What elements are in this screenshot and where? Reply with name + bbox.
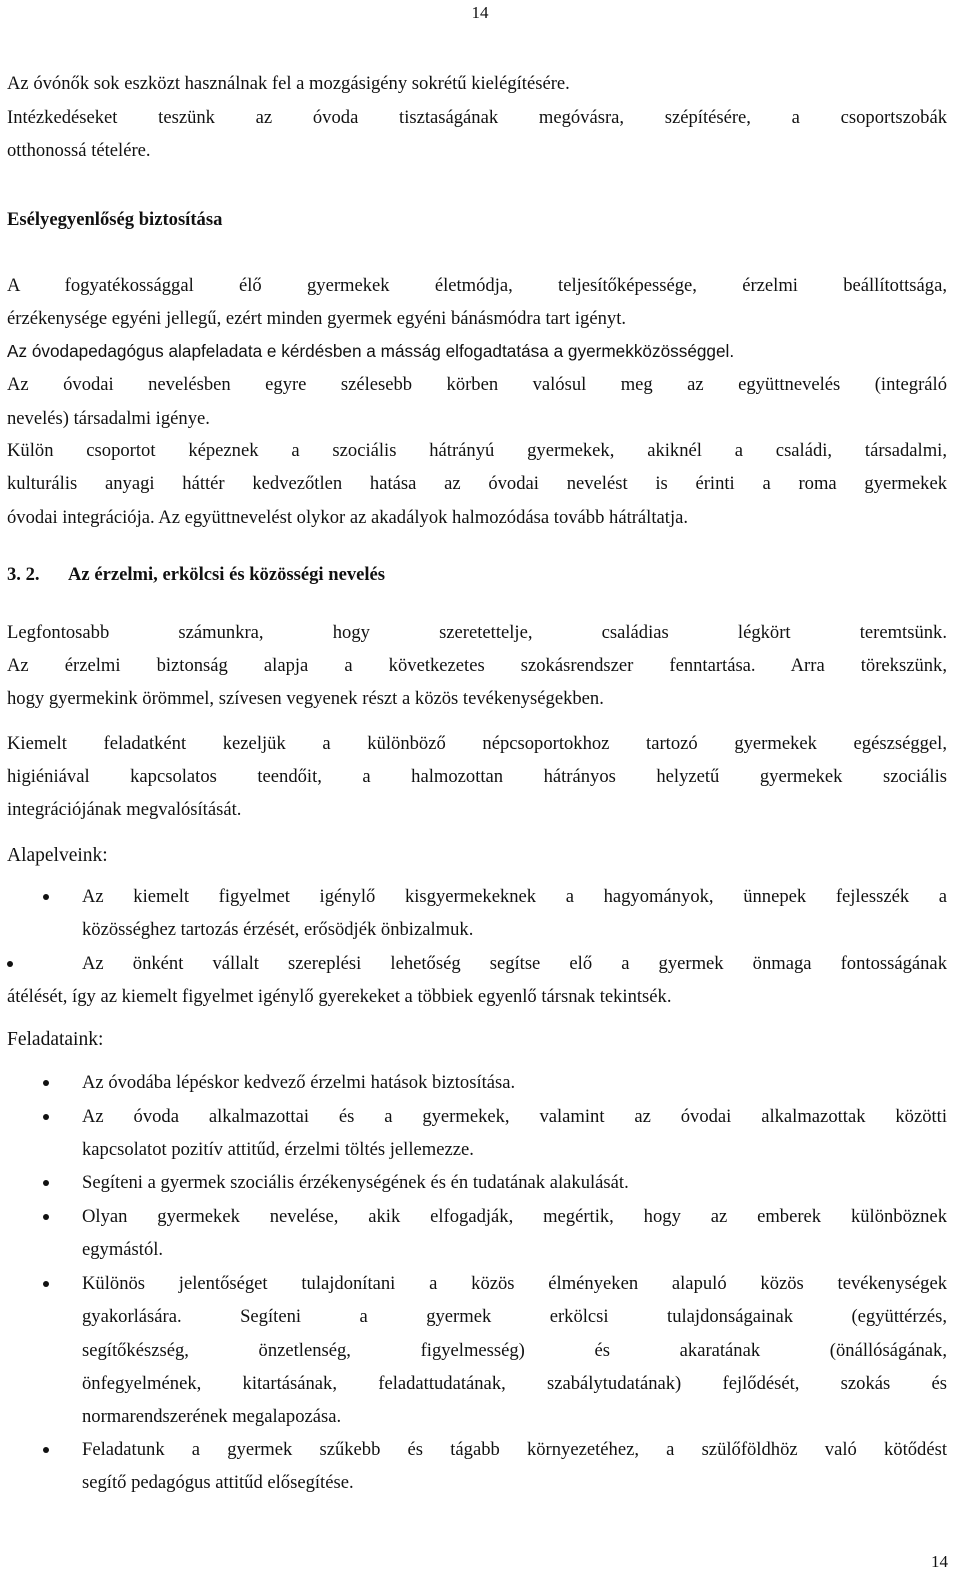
feladat-5-line-1: Különös jelentőséget tulajdonítani a közös élményeken alapuló közös tevékenységek [82,1273,947,1294]
section-p1-line-1: Legfontosabb számunkra, hogy szeretettelje, családias légkört teremtsünk. [7,622,947,643]
section-number: 3. 2. [7,564,40,585]
esely-p3-line-1: Az óvodai nevelésben egyre szélesebb körben valósul meg az együttnevelés (integráló [7,374,947,395]
feladataink-heading: Feladataink: [7,1029,104,1050]
intro-line-3: otthonossá tételére. [7,140,151,161]
esely-p4-line-3: óvodai integrációja. Az együttnevelést olykor az akadályok halmozódása tovább hátráltatja. [7,507,689,528]
alapelv-1-line-2: közösséghez tartozás érzését, erősödjék önbizalmuk. [82,919,474,940]
alapelv-2-line-1: Az önként vállalt szereplési lehetőség segítse elő a gyermek önmaga fontosságának [82,953,947,974]
esely-heading: Esélyegyenlőség biztosítása [7,209,223,230]
intro-line-1: Az óvónők sok eszközt használnak fel a mozgásigény sokrétű kielégítésére. [7,73,570,94]
esely-p4-line-2: kulturális anyagi háttér kedvezőtlen hatása az óvodai nevelést is érinti a roma gyermekek [7,473,947,494]
feladat-6-line-2: segítő pedagógus attitűd elősegítése. [82,1472,354,1493]
feladat-5-line-5: normarendszerének megalapozása. [82,1406,342,1427]
section-p1-line-3: hogy gyermekink örömmel, szívesen vegyenek részt a közös tevékenységekben. [7,688,604,709]
feladat-5-line-3: segítőkészség, önzetlenség, figyelmesség) és akaratának (önállóságának, [82,1340,947,1361]
bullet-icon [43,1114,49,1120]
alapelveink-heading: Alapelveink: [7,845,108,866]
feladat-4-line-2: egymástól. [82,1239,164,1260]
esely-p2-line-1: Az óvodapedagógus alapfeladata e kérdésben a másság elfogadtatása a gyermekközösséggel. [7,341,735,361]
bullet-icon [7,961,13,967]
bullet-icon [43,1447,49,1453]
feladat-2-line-1: Az óvoda alkalmazottai és a gyermekek, valamint az óvodai alkalmazottak közötti [82,1106,947,1127]
page-number-bottom: 14 [931,1552,948,1571]
page-number-top: 14 [471,3,489,22]
alapelv-2-line-2: átélését, így az kiemelt figyelmet igénylő gyerekeket a többiek egyenlő társnak tekintsék. [7,986,672,1007]
section-p2-line-3: integrációjának megvalósítását. [7,799,242,820]
feladat-6-line-1: Feladatunk a gyermek szűkebb és tágabb környezetéhez, a szülőföldhöz való kötődést [82,1439,947,1460]
feladat-1-line-1: Az óvodába lépéskor kedvező érzelmi hatások biztosítása. [82,1072,516,1093]
bullet-icon [43,1214,49,1220]
feladat-3-line-1: Segíteni a gyermek szociális érzékenységének és én tudatának alakulását. [82,1172,629,1193]
bullet-icon [43,894,49,900]
feladat-5-line-2: gyakorlására. Segíteni a gyermek erkölcsi tulajdonságainak (együttérzés, [82,1306,947,1327]
bullet-icon [43,1180,49,1186]
esely-p3-line-2: nevelés) társadalmi igénye. [7,408,210,429]
esely-p1-line-1: A fogyatékossággal élő gyermekek életmódja, teljesítőképessége, érzelmi beállítottsága, [7,275,947,296]
feladat-2-line-2: kapcsolatot pozitív attitűd, érzelmi töltés jellemezze. [82,1139,474,1160]
alapelv-1-line-1: Az kiemelt figyelmet igénylő kisgyermekeknek a hagyományok, ünnepek fejlesszék a [82,886,947,907]
section-p2-line-1: Kiemelt feladatként kezeljük a különböző népcsoportokhoz tartozó gyermekek egészséggel, [7,733,947,754]
esely-p4-line-1: Külön csoportot képeznek a szociális hátrányú gyermekek, akiknél a családi, társadalmi, [7,440,947,461]
bullet-icon [43,1281,49,1287]
section-p1-line-2: Az érzelmi biztonság alapja a következetes szokásrendszer fenntartása. Arra törekszünk, [7,655,947,676]
feladat-5-line-4: önfegyelmének, kitartásának, feladattudatának, szabálytudatának) fejlődését, szokás és [82,1373,947,1394]
intro-line-2: Intézkedéseket teszünk az óvoda tisztaságának megóvásra, szépítésére, a csoportszobák [7,107,947,128]
section-p2-line-2: higiéniával kapcsolatos teendőit, a halmozottan hátrányos helyzetű gyermekek szociális [7,766,947,787]
bullet-icon [43,1080,49,1086]
feladat-4-line-1: Olyan gyermekek nevelése, akik elfogadják, megértik, hogy az emberek különböznek [82,1206,947,1227]
esely-p1-line-2: érzékenysége egyéni jellegű, ezért minden gyermek egyéni bánásmódra tart igényt. [7,308,627,329]
section-title: Az érzelmi, erkölcsi és közösségi nevelés [68,564,386,585]
